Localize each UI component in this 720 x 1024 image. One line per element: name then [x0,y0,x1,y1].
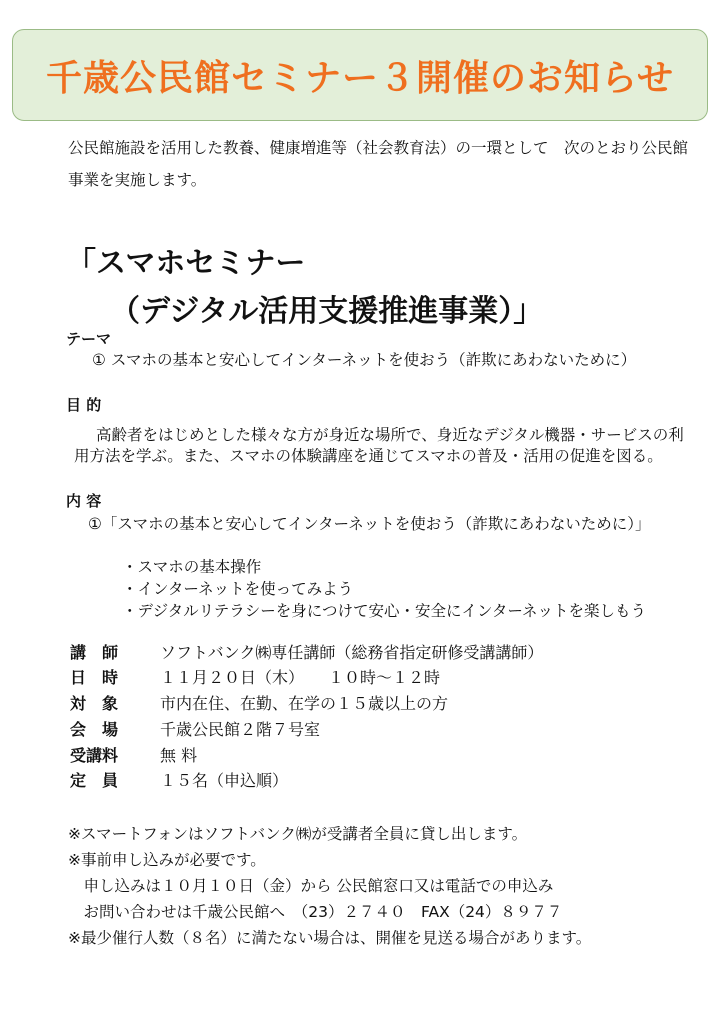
note-line: 申し込みは１０月１０日（金）から 公民館窓口又は電話での申込み [68,877,554,895]
content-bullet: ・インターネットを使ってみよう [122,580,354,598]
note-line: ※事前申し込みが必要です。 [68,851,266,869]
capacity-label: 定 員 [70,771,119,790]
fee-label: 受講料 [70,746,119,765]
event-title-line1: 「スマホセミナー [66,246,306,281]
instructor-label: 講 師 [70,643,119,662]
purpose-text: 高齢者をはじめとした様々な方が身近な場所で、身近なデジタル機器・サービスの利用方法を学ぶ。また、スマホの体験講座を通じてスマホの普及・活用の促進を図る。 [74,426,684,465]
page-title: 千歳公民館セミナー３開催のお知らせ [46,57,674,99]
venue-label: 会 場 [70,720,119,739]
content-heading: 内 容 [66,492,102,510]
content-bullet: ・デジタルリテラシーを身につけて安心・安全にインターネットを楽しもう [122,602,647,620]
intro-text: 公民館施設を活用した教養、健康増進等（社会教育法）の一環として 次のとおり公民館事業を実施します。 [68,139,689,189]
venue-value: 千歳公民館２階７号室 [160,720,321,739]
fee-value: 無 料 [160,746,198,765]
instructor-value: ソフトバンク㈱専任講師（総務省指定研修受講講師） [160,643,544,662]
datetime-value: １１月２０日（木） １０時～１２時 [160,668,441,687]
datetime-label: 日 時 [70,668,119,687]
capacity-value: １５名（申込順） [160,771,289,790]
note-line: ※最少催行人数（８名）に満たない場合は、開催を見送る場合があります。 [68,929,592,947]
title-banner [12,29,708,121]
purpose-heading: 目 的 [66,396,102,414]
target-value: 市内在住、在勤、在学の１５歳以上の方 [160,694,449,713]
theme-item: ① スマホの基本と安心してインターネットを使おう（詐欺にあわないために） [92,351,637,369]
target-label: 対 象 [70,694,119,713]
note-line: お問い合わせは千歳公民館へ （23）２７４０ FAX（24）８９７７ [68,903,563,921]
content-item: ①「スマホの基本と安心してインターネットを使おう（詐欺にあわないために）」 [88,515,651,533]
event-title-line2: （デジタル活用支援推進事業）」 [110,294,544,329]
theme-heading: テーマ [66,330,112,348]
content-bullet: ・スマホの基本操作 [122,558,262,576]
note-line: ※スマートフォンはソフトバンク㈱が受講者全員に貸し出します。 [68,825,528,843]
